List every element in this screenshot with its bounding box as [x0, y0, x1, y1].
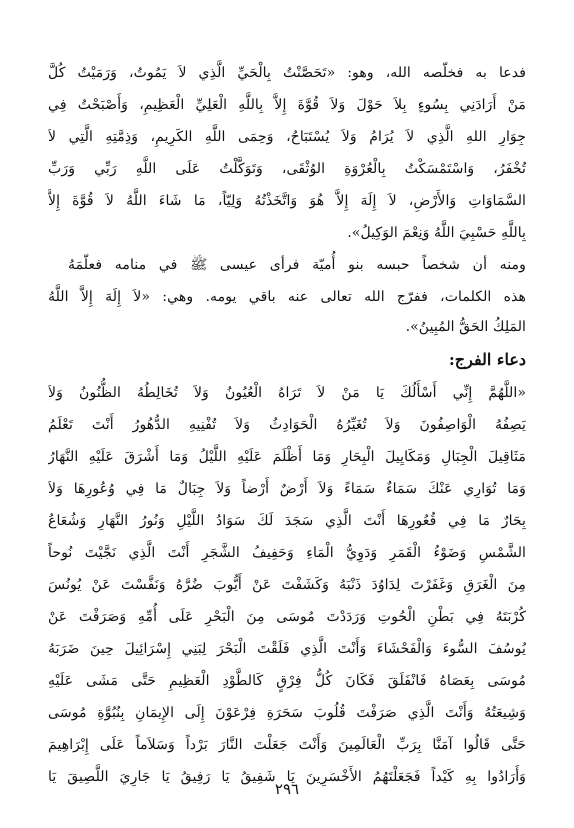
text-line: جِوَارِ اللهِ الَّذِي لاَ يُرَامُ وَلاَ يُسْتَبَاحُ، وَحِمَى اللَّهِ الكَرِيمِ، وَذِمَّتِهِ الَّتِي لاَ [48, 129, 526, 145]
text-line: بِاللَّهِ حَسْبِيَ اللَّهُ وَنِعْمَ الوَكِيلُ». [347, 225, 526, 241]
text-line: حَتَّى قَالُوا آمَنَّا بِرَبِّ الْعَالَمِينَ وَأَنْتَ جَعَلْتَ النَّارَ بَرْداً وَسَلاَماً عَلَى إِبْرَاهِيمَ [48, 737, 526, 753]
page-number: ٢٩٦ [274, 780, 300, 798]
text-line: ومنه أن شخصاً حبسه بنو أُميّة فرأى عيسى ﷺ في منامه فعلّمَهُ [68, 257, 526, 273]
section-heading: دعاء الفرج: [448, 350, 526, 369]
text-line: وَأَرَادُوا بِهِ كَيْداً فَجَعَلْتَهُمُ الأَخْسَرِينَ يَا شَفِيقُ يَا رَفِيقُ يَا جَارِيَ اللَّصِيقَ يَا [48, 769, 526, 785]
text-line: فدعا به فخلّصه الله، وهو: «تَحَصَّنْتُ بِالْحَيِّ الَّذِي لاَ يَمُوتُ، وَرَمَيْتُ كُلَّ [48, 65, 526, 81]
text-line: مَثَاقِيلَ الْجِبَالِ وَمَكَايِيلَ الْبِحَارِ وَمَا أَظْلَمَ عَلَيْهِ اللَّيْلُ وَمَا أَشْرَقَ عَلَيْهِ النَّهَارُ [48, 449, 526, 465]
text-line: هذه الكلمات، ففرّج الله تعالى عنه باقي يومه. وهي: «لاَ إِلَهَ إِلاَّ اللَّهُ [48, 289, 526, 305]
text-line: يُوسُفَ السُّوءَ وَالْفَحْشَاءَ وَأَنْتَ الَّذِي فَلَقْتَ الْبَحْرَ لِبَنِي إِسْرَائِيلَ حِينَ ضَرَبَهُ [48, 641, 526, 657]
text-line: بِحَارٌ مَا فِي قُعُورِهَا أَنْتَ الَّذِي سَجَدَ لَكَ سَوَادُ اللَّيْلِ وَنُورُ النَّهَارِ وَشُعَاعُ [48, 513, 526, 529]
text-line: تُخْفَرُ، وَاسْتَمْسَكْتُ بِالْعُرْوَةِ الوُثْقَى، وَتَوَكَّلْتُ عَلَى اللَّهِ رَبِّي وَرَبِّ [48, 161, 526, 177]
text-line: المَلِكُ الحَقُّ المُبِينُ». [405, 319, 526, 335]
text-line: السَّمَاوَاتِ وَالأَرْضِ، لاَ إِلَهَ إِلاَّ هُوَ وَاتَّخَذْتُهُ وَلِيّاً، مَا شَاءَ اللَّهُ لاَ قُوَّةَ إِلاَّ [48, 193, 526, 209]
text-line: مُوسَى بِعَصَاهُ فَانْفَلَقَ فَكَانَ كُلُّ فِرْقٍ كَالطَّوْدِ الْعَظِيمِ حَتَّى مَشَى عَلَيْهِ [48, 673, 526, 689]
text-line: يَصِفُهُ الْوَاصِفُونَ وَلاَ تُغَيِّرُهُ الْحَوَادِثُ وَلاَ تُفْنِيهِ الدُّهُورُ أَنْتَ تَعْلَمُ [48, 417, 526, 433]
text-line: الشَّمْسِ وَضَوْءُ الْقَمَرِ وَدَوِيُّ الْمَاءِ وَحَفِيفُ الشَّجَرِ أَنْتَ الَّذِي نَجَّيْتَ نُوحاً [48, 545, 526, 561]
text-line: وَشِيعَتُهُ وَأَنْتَ الَّذِي صَرَفْتَ قُلُوبَ سَحَرَةِ فِرْعَوْنَ إِلَى الإِيمَانِ بِنُبُوَّةِ مُوسَى [48, 705, 526, 721]
text-line: مَنْ أَرَادَنِي بِسُوءٍ بِلاَ حَوْلَ وَلاَ قُوَّةَ إِلاَّ بِاللَّهِ الْعَلِيِّ الْعَظِيمِ، وَأَصْبَحْتُ فِي [48, 97, 526, 113]
text-line: مِنَ الْغَرَقِ وَغَفَرْتَ لِدَاوُدَ ذَنْبَهُ وَكَشَفْتَ عَنْ أَيُّوبَ ضُرَّهُ وَنَفَّسْتَ عَنْ يُونُسَ [48, 577, 526, 593]
text-line: كُرْبَتَهُ فِي بَطْنِ الْحُوتِ وَرَدَدْتَ مُوسَى مِنَ الْبَحْرِ عَلَى أُمِّهِ وَصَرَفْتَ عَنْ [48, 609, 526, 625]
text-line: «اللَّهُمَّ إِنِّي أَسْأَلُكَ يَا مَنْ لاَ تَرَاهُ الْعُيُونُ وَلاَ تُخَالِطُهُ الظُّنُونُ وَلاَ [48, 385, 526, 401]
book-page [48, 56, 526, 816]
text-line: وَمَا تُوَارِي عَنْكَ سَمَاءٌ سَمَاءً وَلاَ أَرْضٌ أَرْضاً وَلاَ جِبَالٌ مَا فِي وُعُورِهَا وَلاَ [48, 481, 526, 497]
